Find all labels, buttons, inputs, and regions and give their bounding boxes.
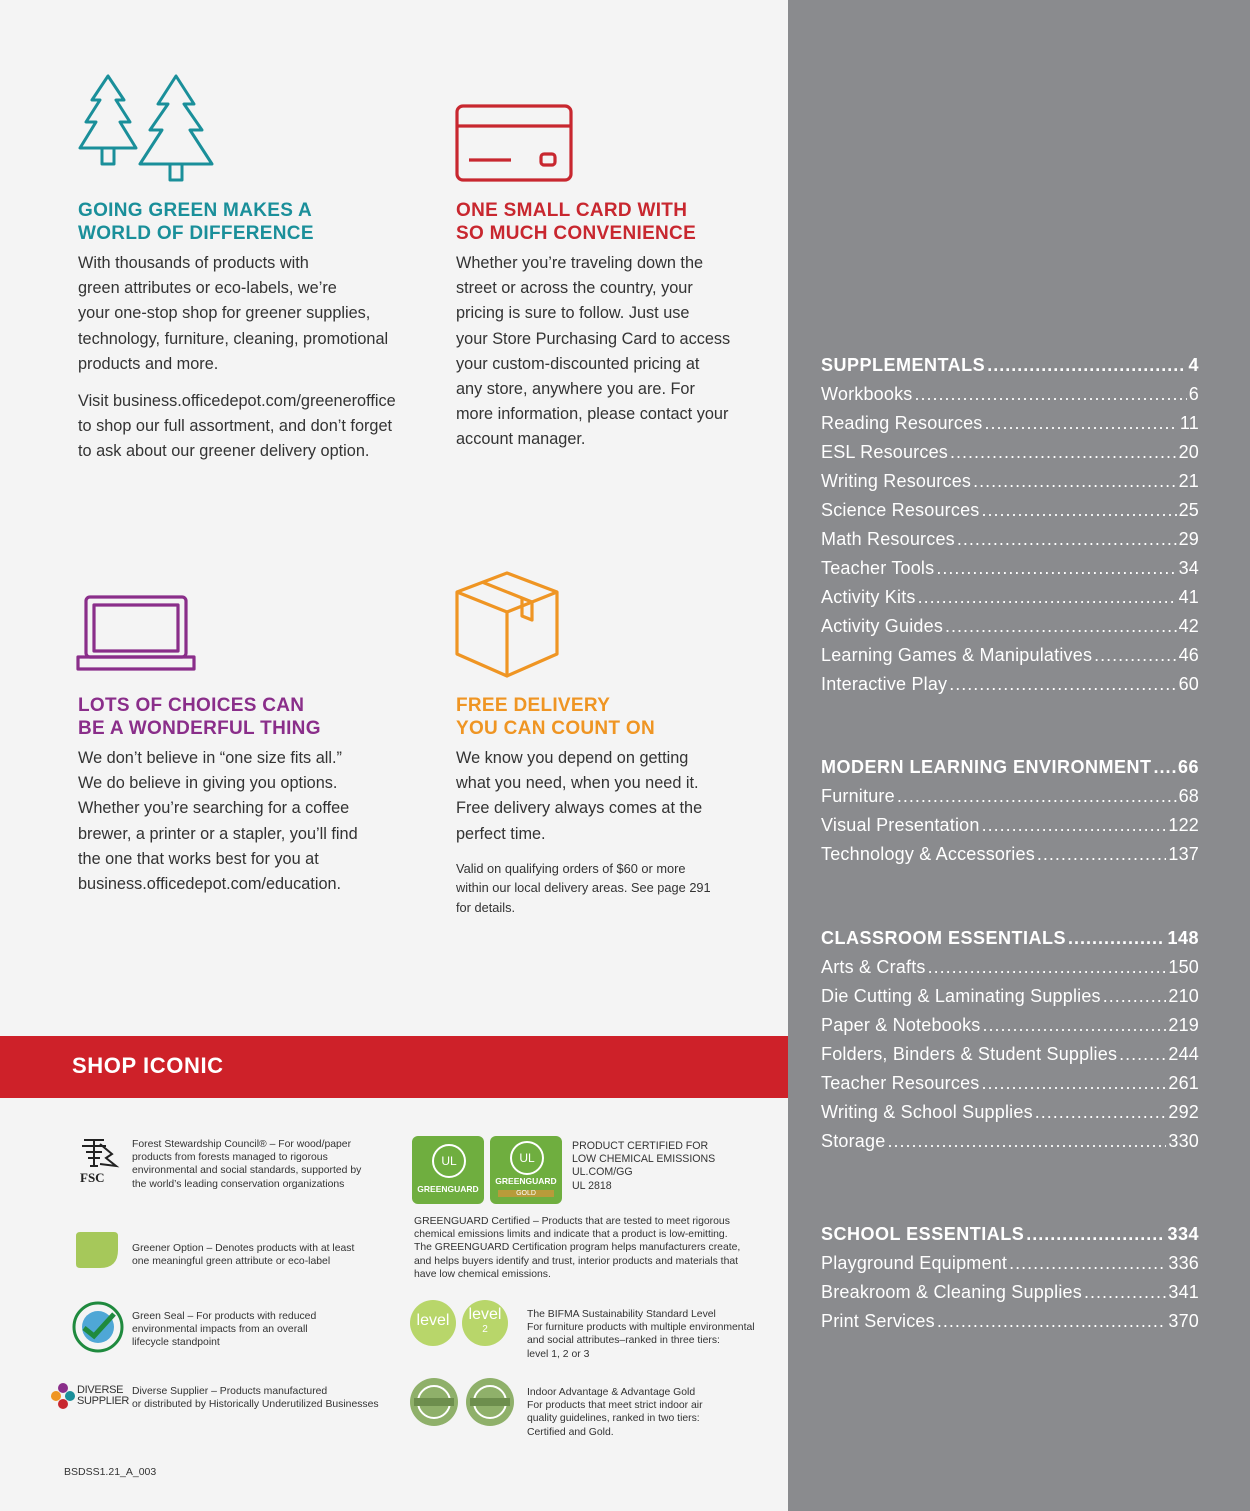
toc-entry-label: Reading Resources <box>821 413 983 433</box>
toc-entry-page: 25 <box>1178 500 1199 520</box>
toc-entry-label: Writing & School Supplies <box>821 1102 1033 1122</box>
toc-entry-page: 137 <box>1168 844 1199 864</box>
toc-leader-dots <box>936 558 1176 579</box>
feature-note: Valid on qualifying orders of $60 or more within our local delivery areas. See page 291 for details. <box>456 860 711 915</box>
toc-leader-dots <box>1026 1224 1165 1245</box>
toc-leader-dots <box>957 529 1177 550</box>
toc-entry-page: 41 <box>1178 587 1199 607</box>
feature-free-delivery <box>456 694 766 929</box>
toc-entry[interactable] <box>821 1123 1199 1152</box>
greenguard-certified-note: PRODUCT CERTIFIED FOR LOW CHEMICAL EMISSIONS UL.COM/GG UL 2818 <box>572 1140 716 1192</box>
toc-entry-page: 122 <box>1168 815 1199 835</box>
toc-entry-page: 6 <box>1188 384 1199 404</box>
toc-leader-dots <box>918 587 1177 608</box>
toc-entry-label: Learning Games & Manipulatives <box>821 645 1093 665</box>
catalog-code: BSDSS1.21_A_003 <box>64 1466 157 1478</box>
legend-greenguard: GREENGUARD Certified – Products that are tested to meet rigorous chemical emissions limits and indicate that a product is low-emitting. The GREENGUARD Certification program helps manufacturers create, and helps buyers identify and trust, interior products and materials that have low chemical emissions. <box>414 1216 741 1280</box>
toc-section-heading[interactable] <box>821 1216 1199 1245</box>
toc-entry[interactable] <box>821 463 1199 492</box>
legend-green-seal: Green Seal – For products with reduced environmental impacts from an overall lifecycle standpoint <box>132 1311 317 1349</box>
legend-fsc: Forest Stewardship Council® – For wood/paper products from forests managed to rigorous environmental and social standards, supported by the world’s leading conservation organizations <box>132 1139 362 1190</box>
toc-entry-page: 42 <box>1178 616 1199 636</box>
toc-entry-label: ESL Resources <box>821 442 948 462</box>
green-seal-icon <box>70 1298 126 1356</box>
indoor-advantage-icon <box>408 1376 460 1428</box>
toc-entry-label: Activity Guides <box>821 616 944 636</box>
toc-entry-page: 60 <box>1178 674 1199 694</box>
credit-card-icon <box>455 104 575 182</box>
toc-entry[interactable] <box>821 1065 1199 1094</box>
toc-leader-dots <box>982 815 1167 836</box>
toc-leader-dots <box>1035 1102 1167 1123</box>
feature-title: GOING GREEN MAKES A WORLD OF DIFFERENCE <box>78 200 314 244</box>
toc-leader-dots <box>928 957 1167 978</box>
toc-entry-page: 341 <box>1168 1282 1199 1302</box>
diverse-logo-line2: SUPPLIER <box>77 1395 130 1407</box>
toc-leader-dots <box>945 616 1177 637</box>
toc-leader-dots <box>949 674 1176 695</box>
feature-body: We don’t believe in “one size fits all.” We do believe in giving you options. Whether you’re searching for a coffee brewer, a printer or a stapler, you’ll find the one that works best for you at business.officedepot.com/education. <box>78 749 358 894</box>
box-icon <box>454 570 560 680</box>
feature-purchasing-card <box>456 199 766 465</box>
toc-entry-label: Technology & Accessories <box>821 844 1035 864</box>
toc-entry-page: 336 <box>1168 1253 1199 1273</box>
toc-entry[interactable] <box>821 579 1199 608</box>
toc-leader-dots <box>1103 986 1167 1007</box>
legend-greener-option: Greener Option – Denotes products with at least one meaningful green attribute or eco-label <box>132 1243 355 1268</box>
trees-icon <box>76 72 218 184</box>
toc-entry-label: Arts & Crafts <box>821 957 926 977</box>
toc-entry-label: MODERN LEARNING ENVIRONMENT <box>821 757 1152 777</box>
toc-entry-page: 4 <box>1188 355 1199 375</box>
toc-classroom-essentials <box>821 920 1199 1152</box>
toc-leader-dots <box>1154 757 1176 778</box>
greener-option-leaf-icon <box>74 1230 120 1270</box>
toc-entry[interactable] <box>821 637 1199 666</box>
toc-entry-label: Teacher Tools <box>821 558 935 578</box>
toc-entry-label: Interactive Play <box>821 674 948 694</box>
toc-entry[interactable] <box>821 434 1199 463</box>
feature-body-link: Visit business.officedepot.com/greeneroffice to shop our full assortment, and don’t forget to ask about our greener delivery option. <box>78 392 396 461</box>
toc-entry[interactable] <box>821 666 1199 695</box>
bifma-level-logo <box>410 1300 456 1346</box>
feature-choices <box>78 694 418 909</box>
toc-entry-label: Print Services <box>821 1311 935 1331</box>
feature-title: FREE DELIVERY YOU CAN COUNT ON <box>456 695 656 739</box>
toc-entry-label: Furniture <box>821 786 895 806</box>
ul-mark-icon: UL <box>432 1144 466 1178</box>
toc-entry-page: 20 <box>1178 442 1199 462</box>
toc-leader-dots <box>1068 928 1165 949</box>
toc-leader-dots <box>1009 1253 1166 1274</box>
toc-leader-dots <box>950 442 1177 463</box>
toc-leader-dots <box>1084 1282 1166 1303</box>
toc-leader-dots <box>987 355 1186 376</box>
feature-title: LOTS OF CHOICES CAN BE A WONDERFUL THING <box>78 695 321 739</box>
toc-entry-page: 66 <box>1177 757 1199 777</box>
toc-entry[interactable] <box>821 1303 1199 1332</box>
toc-entry[interactable] <box>821 1245 1199 1274</box>
shop-iconic-banner <box>0 1036 788 1098</box>
toc-entry-label: Die Cutting & Laminating Supplies <box>821 986 1101 1006</box>
toc-entry-page: 370 <box>1168 1311 1199 1331</box>
feature-body: Whether you’re traveling down the street or across the country, your pricing is sure to follow. Just use your Store Purchasing Card to access your custom-discounted pricing at any store, anywhere you are. For more information, please contact your account manager. <box>456 254 731 449</box>
toc-entry-label: Breakroom & Cleaning Supplies <box>821 1282 1082 1302</box>
toc-school-essentials <box>821 1216 1199 1332</box>
legend-diverse-supplier: Diverse Supplier – Products manufactured or distributed by Historically Underutilized Businesses <box>132 1386 379 1411</box>
toc-entry-label: Activity Kits <box>821 587 916 607</box>
level-label: level <box>468 1306 502 1323</box>
diverse-supplier-icon <box>50 1382 76 1410</box>
greenguard-gold-sub: GOLD <box>498 1190 554 1197</box>
toc-entry-page: 11 <box>1179 413 1199 433</box>
toc-modern-learning <box>821 749 1199 865</box>
toc-entry-page: 21 <box>1178 471 1199 491</box>
toc-leader-dots <box>937 1311 1167 1332</box>
legend-indoor-advantage: Indoor Advantage & Advantage Gold For products that meet strict indoor air quality guidelines, ranked in two tiers: Certified and Gold. <box>527 1387 703 1438</box>
toc-entry-page: 34 <box>1178 558 1199 578</box>
toc-entry-page: 29 <box>1178 529 1199 549</box>
greenguard-label: GREENGUARD <box>417 1184 479 1194</box>
indoor-advantage-gold-icon <box>464 1376 516 1428</box>
toc-entry[interactable] <box>821 550 1199 579</box>
toc-leader-dots <box>981 1073 1166 1094</box>
toc-leader-dots <box>973 471 1176 492</box>
legend-bifma: The BIFMA Sustainability Standard Level For furniture products with multiple environmental and social attributes–ranked in three tiers: level 1, 2 or 3 <box>527 1309 755 1360</box>
toc-entry-label: Folders, Binders & Student Supplies <box>821 1044 1118 1064</box>
toc-entry-label: Paper & Notebooks <box>821 1015 981 1035</box>
greenguard-gold-logo <box>490 1136 562 1204</box>
toc-entry-label: Storage <box>821 1131 886 1151</box>
toc-section-heading[interactable] <box>821 920 1199 949</box>
fsc-logo-icon <box>76 1136 120 1186</box>
fsc-logo-text: FSC <box>80 1170 105 1185</box>
toc-section-heading[interactable] <box>821 749 1199 778</box>
bifma-level-2-logo <box>462 1300 508 1346</box>
toc-leader-dots <box>1094 645 1176 666</box>
toc-entry[interactable] <box>821 1036 1199 1065</box>
toc-leader-dots <box>1119 1044 1166 1065</box>
toc-entry-label: Writing Resources <box>821 471 972 491</box>
toc-entry-label: SUPPLEMENTALS <box>821 355 986 375</box>
toc-entry[interactable] <box>821 608 1199 637</box>
toc-entry[interactable] <box>821 949 1199 978</box>
toc-entry[interactable] <box>821 1007 1199 1036</box>
banner-title: SHOP ICONIC <box>72 1053 224 1078</box>
toc-entry[interactable] <box>821 778 1199 807</box>
toc-entry-page: 148 <box>1167 928 1199 948</box>
toc-leader-dots <box>985 413 1178 434</box>
toc-entry-label: Science Resources <box>821 500 980 520</box>
toc-entry-page: 150 <box>1168 957 1199 977</box>
feature-going-green <box>78 199 418 477</box>
toc-section-heading[interactable] <box>821 347 1199 376</box>
toc-entry-label: Workbooks <box>821 384 913 404</box>
toc-leader-dots <box>915 384 1187 405</box>
toc-entry-page: 219 <box>1168 1015 1199 1035</box>
toc-entry[interactable] <box>821 807 1199 836</box>
toc-entry[interactable] <box>821 978 1199 1007</box>
toc-leader-dots <box>983 1015 1167 1036</box>
feature-body: We know you depend on getting what you need, when you need it. Free delivery always comes at the perfect time. <box>456 749 703 843</box>
laptop-icon <box>76 594 198 674</box>
ul-mark-icon: UL <box>510 1141 544 1175</box>
toc-entry[interactable] <box>821 376 1199 405</box>
toc-entry[interactable] <box>821 405 1199 434</box>
toc-entry-page: 68 <box>1178 786 1199 806</box>
toc-entry-label: Playground Equipment <box>821 1253 1008 1273</box>
toc-entry[interactable] <box>821 1094 1199 1123</box>
toc-leader-dots <box>897 786 1177 807</box>
toc-entry[interactable] <box>821 836 1199 865</box>
toc-entry-label: Teacher Resources <box>821 1073 980 1093</box>
toc-entry-label: SCHOOL ESSENTIALS <box>821 1224 1025 1244</box>
greenguard-gold-label: GREENGUARD <box>495 1176 557 1186</box>
toc-entry-page: 330 <box>1168 1131 1199 1151</box>
toc-leader-dots <box>981 500 1176 521</box>
toc-entry-page: 46 <box>1178 645 1199 665</box>
toc-entry-page: 292 <box>1168 1102 1199 1122</box>
level-number: 2 <box>482 1324 488 1335</box>
level-label: level <box>416 1312 450 1329</box>
toc-entry[interactable] <box>821 492 1199 521</box>
toc-entry-page: 210 <box>1168 986 1199 1006</box>
toc-entry-label: Math Resources <box>821 529 955 549</box>
diverse-logo-line1: DIVERSE <box>77 1384 124 1396</box>
feature-body: With thousands of products with green attributes or eco-labels, we’re your one-stop shop for greener supplies, technology, furniture, cleaning, promotional products and more. <box>78 254 389 373</box>
toc-leader-dots <box>887 1131 1166 1152</box>
toc-entry-page: 334 <box>1167 1224 1199 1244</box>
toc-entry-label: CLASSROOM ESSENTIALS <box>821 928 1067 948</box>
toc-supplementals <box>821 347 1199 695</box>
toc-leader-dots <box>1037 844 1166 865</box>
greenguard-logo <box>412 1136 484 1204</box>
toc-entry[interactable] <box>821 521 1199 550</box>
feature-title: ONE SMALL CARD WITH SO MUCH CONVENIENCE <box>456 200 697 244</box>
toc-entry[interactable] <box>821 1274 1199 1303</box>
toc-entry-page: 261 <box>1168 1073 1199 1093</box>
toc-entry-label: Visual Presentation <box>821 815 980 835</box>
diverse-supplier-logo-text <box>77 1385 129 1407</box>
toc-entry-page: 244 <box>1168 1044 1199 1064</box>
